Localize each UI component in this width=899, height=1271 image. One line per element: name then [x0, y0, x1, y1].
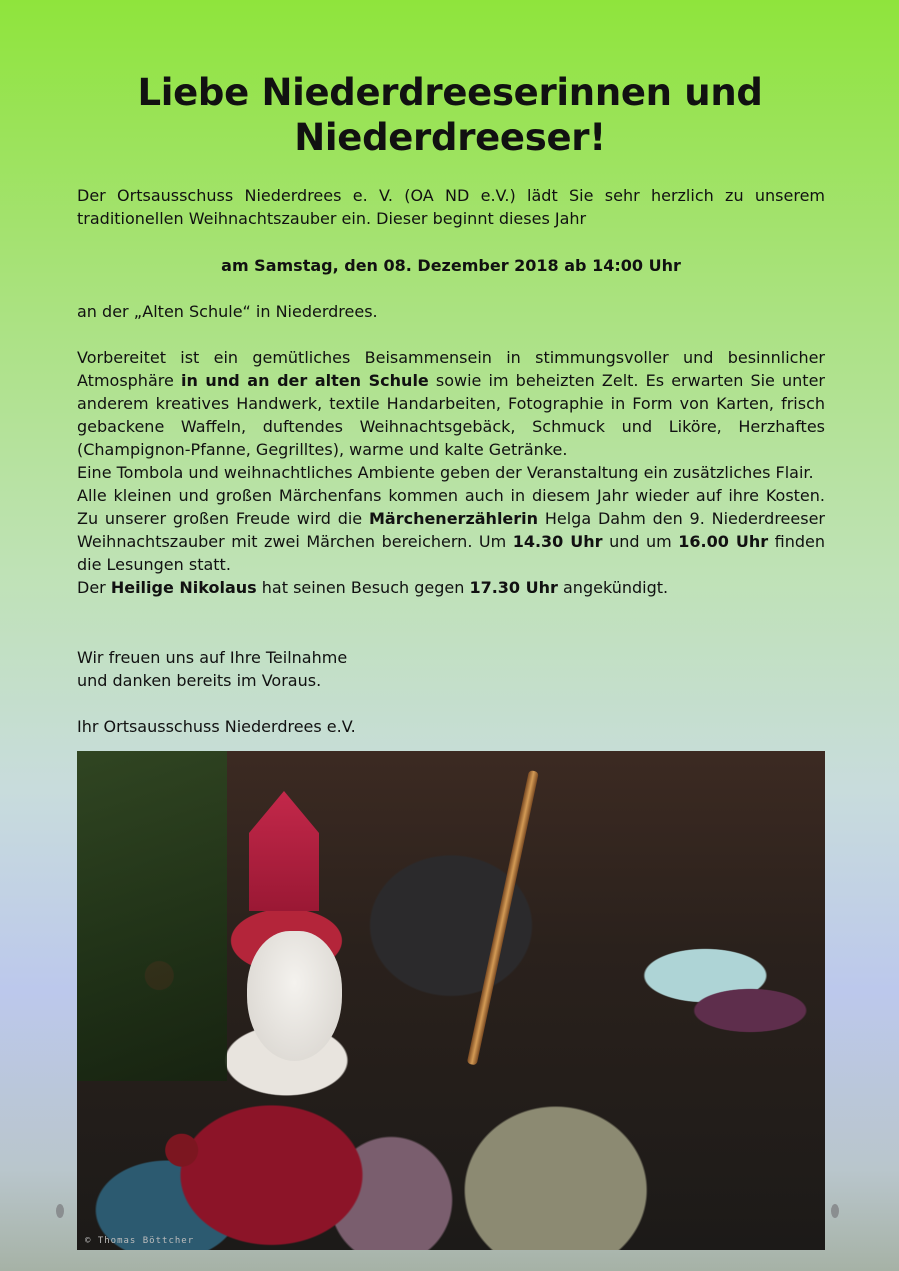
date-line: am Samstag, den 08. Dezember 2018 ab 14:00 Uhr	[221, 256, 681, 275]
location-line: an der „Alten Schule“ in Niederdrees.	[77, 302, 378, 321]
nikolaus-beard	[247, 931, 342, 1061]
crozier-staff	[467, 770, 539, 1066]
intro-paragraph: Der Ortsausschuss Niederdrees e. V. (OA ND e.V.) lädt Sie sehr herzlich zu unserem traditionellen Weihnachtszauber ein. Dieser beginnt dieses Jahr	[77, 186, 825, 228]
closing-line-2: und danken bereits im Voraus.	[77, 671, 322, 690]
nikolaus-highlight: Heilige Nikolaus	[110, 578, 257, 597]
reading-time-2: 16.00 Uhr	[678, 532, 769, 551]
nikolaus-paragraph: Der Heilige Nikolaus hat seinen Besuch gegen 17.30 Uhr angekündigt.	[77, 578, 669, 597]
tombola-paragraph: Eine Tombola und weihnachtliches Ambiente geben der Veranstaltung ein zusätzliches Flair.	[77, 463, 814, 482]
page-dot-right	[831, 1204, 839, 1218]
fairytale-paragraph: Alle kleinen und großen Märchenfans kommen auch in diesem Jahr wieder auf ihre Kosten. Zu unserer großen Freude wird die Märchenerzählerin Helga Dahm den 9. Niederdreeser Weihnachtszauber mit zwei Märchen bereichern. Um 14.30 Uhr und um 16.00 Uhr finden die Lesungen statt.	[77, 486, 826, 574]
main-body	[77, 346, 825, 599]
nikolaus-mitre	[249, 791, 319, 911]
closing-text	[77, 646, 825, 692]
storyteller-highlight: Märchenerzählerin	[368, 509, 539, 528]
page-title	[60, 70, 840, 160]
photo-credit: © Thomas Böttcher	[85, 1236, 195, 1246]
program-paragraph: Vorbereitet ist ein gemütliches Beisammensein in stimmungsvoller und besinnlicher Atmosphäre in und an der alten Schule sowie im beheizten Zelt. Es erwarten Sie unter anderem kreatives Handwerk, textile Handarbeiten, Fotographie in Form von Karten, frisch gebackene Waffeln, duftendes Weihnachtsgebäck, Schmuck und Liköre, Herzhaftes (Champignon-Pfanne, Gegrilltes), warme und kalte Getränke.	[77, 348, 826, 459]
closing-line-1: Wir freuen uns auf Ihre Teilnahme	[77, 648, 348, 667]
venue-highlight: in und an der alten Schule	[180, 371, 429, 390]
title-line-1: Liebe Niederdreeserinnen und	[137, 71, 763, 114]
event-photo	[77, 751, 825, 1250]
page-dot-left	[56, 1204, 64, 1218]
nikolaus-time: 17.30 Uhr	[469, 578, 558, 597]
title-line-2: Niederdreeser!	[294, 116, 606, 159]
reading-time-1: 14.30 Uhr	[512, 532, 603, 551]
signature: Ihr Ortsausschuss Niederdrees e.V.	[77, 717, 356, 736]
christmas-tree	[77, 751, 227, 1081]
